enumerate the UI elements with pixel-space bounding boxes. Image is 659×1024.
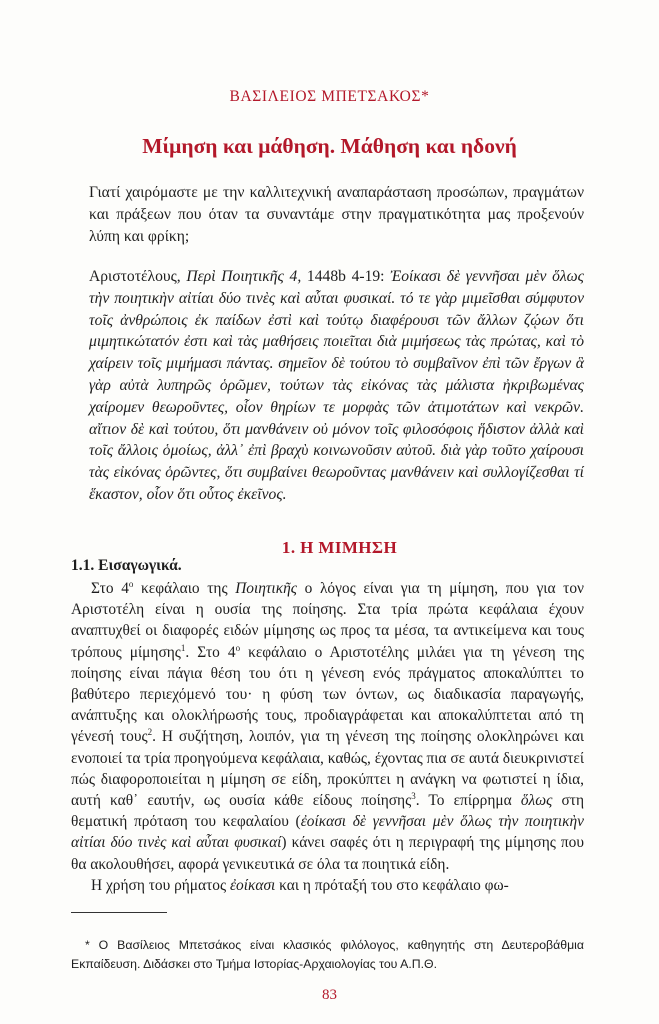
italic-term: Ποιητικῆς — [235, 580, 297, 597]
footnote-ref[interactable]: 1 — [180, 642, 186, 653]
citation-ref: 1448b 4-19: — [306, 268, 385, 285]
italic-term: ἐοίκασι — [229, 876, 276, 894]
text-run: . Στο 4 — [185, 643, 236, 661]
footnote: * Ο Βασίλειος Μπετσάκος είναι κλασικός φιλόλογος, καθηγητής στη Δευτεροβάθμια Εκπαίδευση. Διδάσκει στο Τμήμα Ιστορίας-Αρχαιολογίας του Α.Π.Θ. — [71, 938, 584, 971]
citation-prefix: Αριστοτέλους, — [89, 268, 181, 285]
chapter-heading: 1. Η ΜΙΜΗΣΗ — [281, 538, 398, 557]
section-subheading: 1.1. Εισαγωγικά. — [71, 557, 182, 574]
text-run: . Το επίρρημα — [415, 792, 521, 810]
text-run: Η χρήση του ρήματος — [91, 876, 230, 894]
footnote-ref[interactable]: 2 — [147, 727, 153, 738]
citation-work: Περὶ Ποιητικῆς 4, — [186, 268, 302, 285]
italic-term: ἐοίκασι δὲ γεννῆσαι μὲν ὅλως τὴν ποιητικὴν αἰτίαι δύο τινὲς καὶ αὗται φυσικαί — [71, 813, 584, 852]
italic-term: ὅλως — [520, 792, 553, 810]
text-run: ο λόγος είναι για τη μίμηση, που για τον Αριστοτέλη είναι η ουσία της ποίησης. Στα τρία πρώτα κεφάλαια έχουν αναπτυχθεί οι διαφορές ειδών μίμησης ως προς τα μέσα, τα αντικείμενα και τους τρόπους μίμησης — [71, 580, 584, 661]
text-run: Στο 4 — [91, 580, 129, 597]
footnote-ref[interactable]: 3 — [411, 790, 416, 801]
text-run: ) κάνει σαφές ότι η περιγραφή της μίμησης που θα ακολουθήσει, αφορά γενικευτικά σε όλα τα ποιητικά είδη. — [71, 834, 584, 873]
text-run: κεφάλαιο της — [133, 580, 236, 597]
superscript: ο — [235, 642, 241, 653]
article-title: Μίμηση και μάθηση. Μάθηση και ηδονή — [142, 134, 517, 158]
intro-question: Γιατί χαιρόμαστε με την καλλιτεχνική αναπαράσταση προσώπων, πραγμάτων και πράξεων που όταν τα συναντάμε στην πραγματικότητα μας προξενούν λύπη και φρίκη; — [89, 184, 584, 245]
page-number: 83 — [322, 987, 337, 1003]
text-run: κεφάλαιο ο Αριστοτέλης μιλάει για τη γένεση της ποίησης είναι πάγια θέση του ότι η γένεση ενός πράγματος αποκαλύπτει το βαθύτερο περιεχόμενό του· η φύση των όντων, ως διαδικασία παραγωγής, ανάπτυξης και ολοκλήρωσής τους, προδιαγράφεται και αποκαλύπτεται από τη γένεσή τους — [71, 643, 584, 746]
aristotle-quote — [89, 266, 584, 506]
section-body — [71, 578, 584, 896]
author-name: ΒΑΣΙΛΕΙΟΣ ΜΠΕΤΣΑΚΟΣ* — [229, 88, 430, 105]
footnote-divider — [71, 912, 167, 913]
text-run: στη θεματική πρόταση του κεφαλαίου ( — [71, 792, 584, 831]
text-run: . Η συζήτηση, λοιπόν, για τη γένεση της ποίησης ολοκληρώνει και ενοποιεί τα τρία προηγούμενα κεφάλαια, καθώς, έχοντας πια σε αυτά διευκρινιστεί πώς διαφοροποιείται η μίμηση σε είδη, προκύπτει η ανάγκη να φωτιστεί η ίδια, αυτή καθ᾽ εαυτήν, ως ουσία κάθε είδους ποίησης — [71, 728, 584, 810]
body-paragraph — [71, 875, 584, 896]
text-run: και η πρόταξή του στο κεφάλαιο φω- — [275, 876, 509, 894]
superscript: ο — [128, 578, 134, 589]
body-paragraph — [71, 578, 584, 875]
citation-greek-text: Ἐοίκασι δὲ γεννῆσαι μὲν ὅλως τὴν ποιητικὴν αἰτίαι δύο τινὲς καὶ αὗται φυσικαί. τό τε γὰρ μιμεῖσθαι σύμφυτον τοῖς ἀνθρώποις ἐκ παίδων ἐστὶ καὶ τούτῳ διαφέρουσι τῶν ἄλλων ζῴων ὅτι μιμητικώτατόν ἐστι καὶ τὰς μαθήσεις ποιεῖται διὰ μιμήσεως τὰς πρώτας, καὶ τὸ χαίρειν τοῖς μιμήμασι πάντας. σημεῖον δὲ τούτου τὸ συμβαῖνον ἐπὶ τῶν ἔργων ἃ γὰρ αὐτὰ λυπηρῶς ὁρῶμεν, τούτων τὰς εἰκόνας τὰς μάλιστα ἠκριβωμένας χαίρομεν θεωροῦντες, οἷον θηρίων τε μορφὰς τῶν ἀτιμοτάτων καὶ νεκρῶν. αἴτιον δὲ καὶ τούτου, ὅτι μανθάνειν οὐ μόνον τοῖς φιλοσόφοις ἥδιστον ἀλλὰ καὶ τοῖς ἄλλοις ὁμοίως, ἀλλ᾽ ἐπὶ βραχὺ κοινωνοῦσιν αὐτοῦ. διὰ γὰρ τοῦτο χαίρουσι τὰς εἰκόνας ὁρῶντες, ὅτι συμβαίνει θεωροῦντας μανθάνειν καὶ συλλογίζεσθαι τί ἕκαστον, οἷον ὅτι οὗτος ἐκεῖνος. — [89, 268, 585, 503]
